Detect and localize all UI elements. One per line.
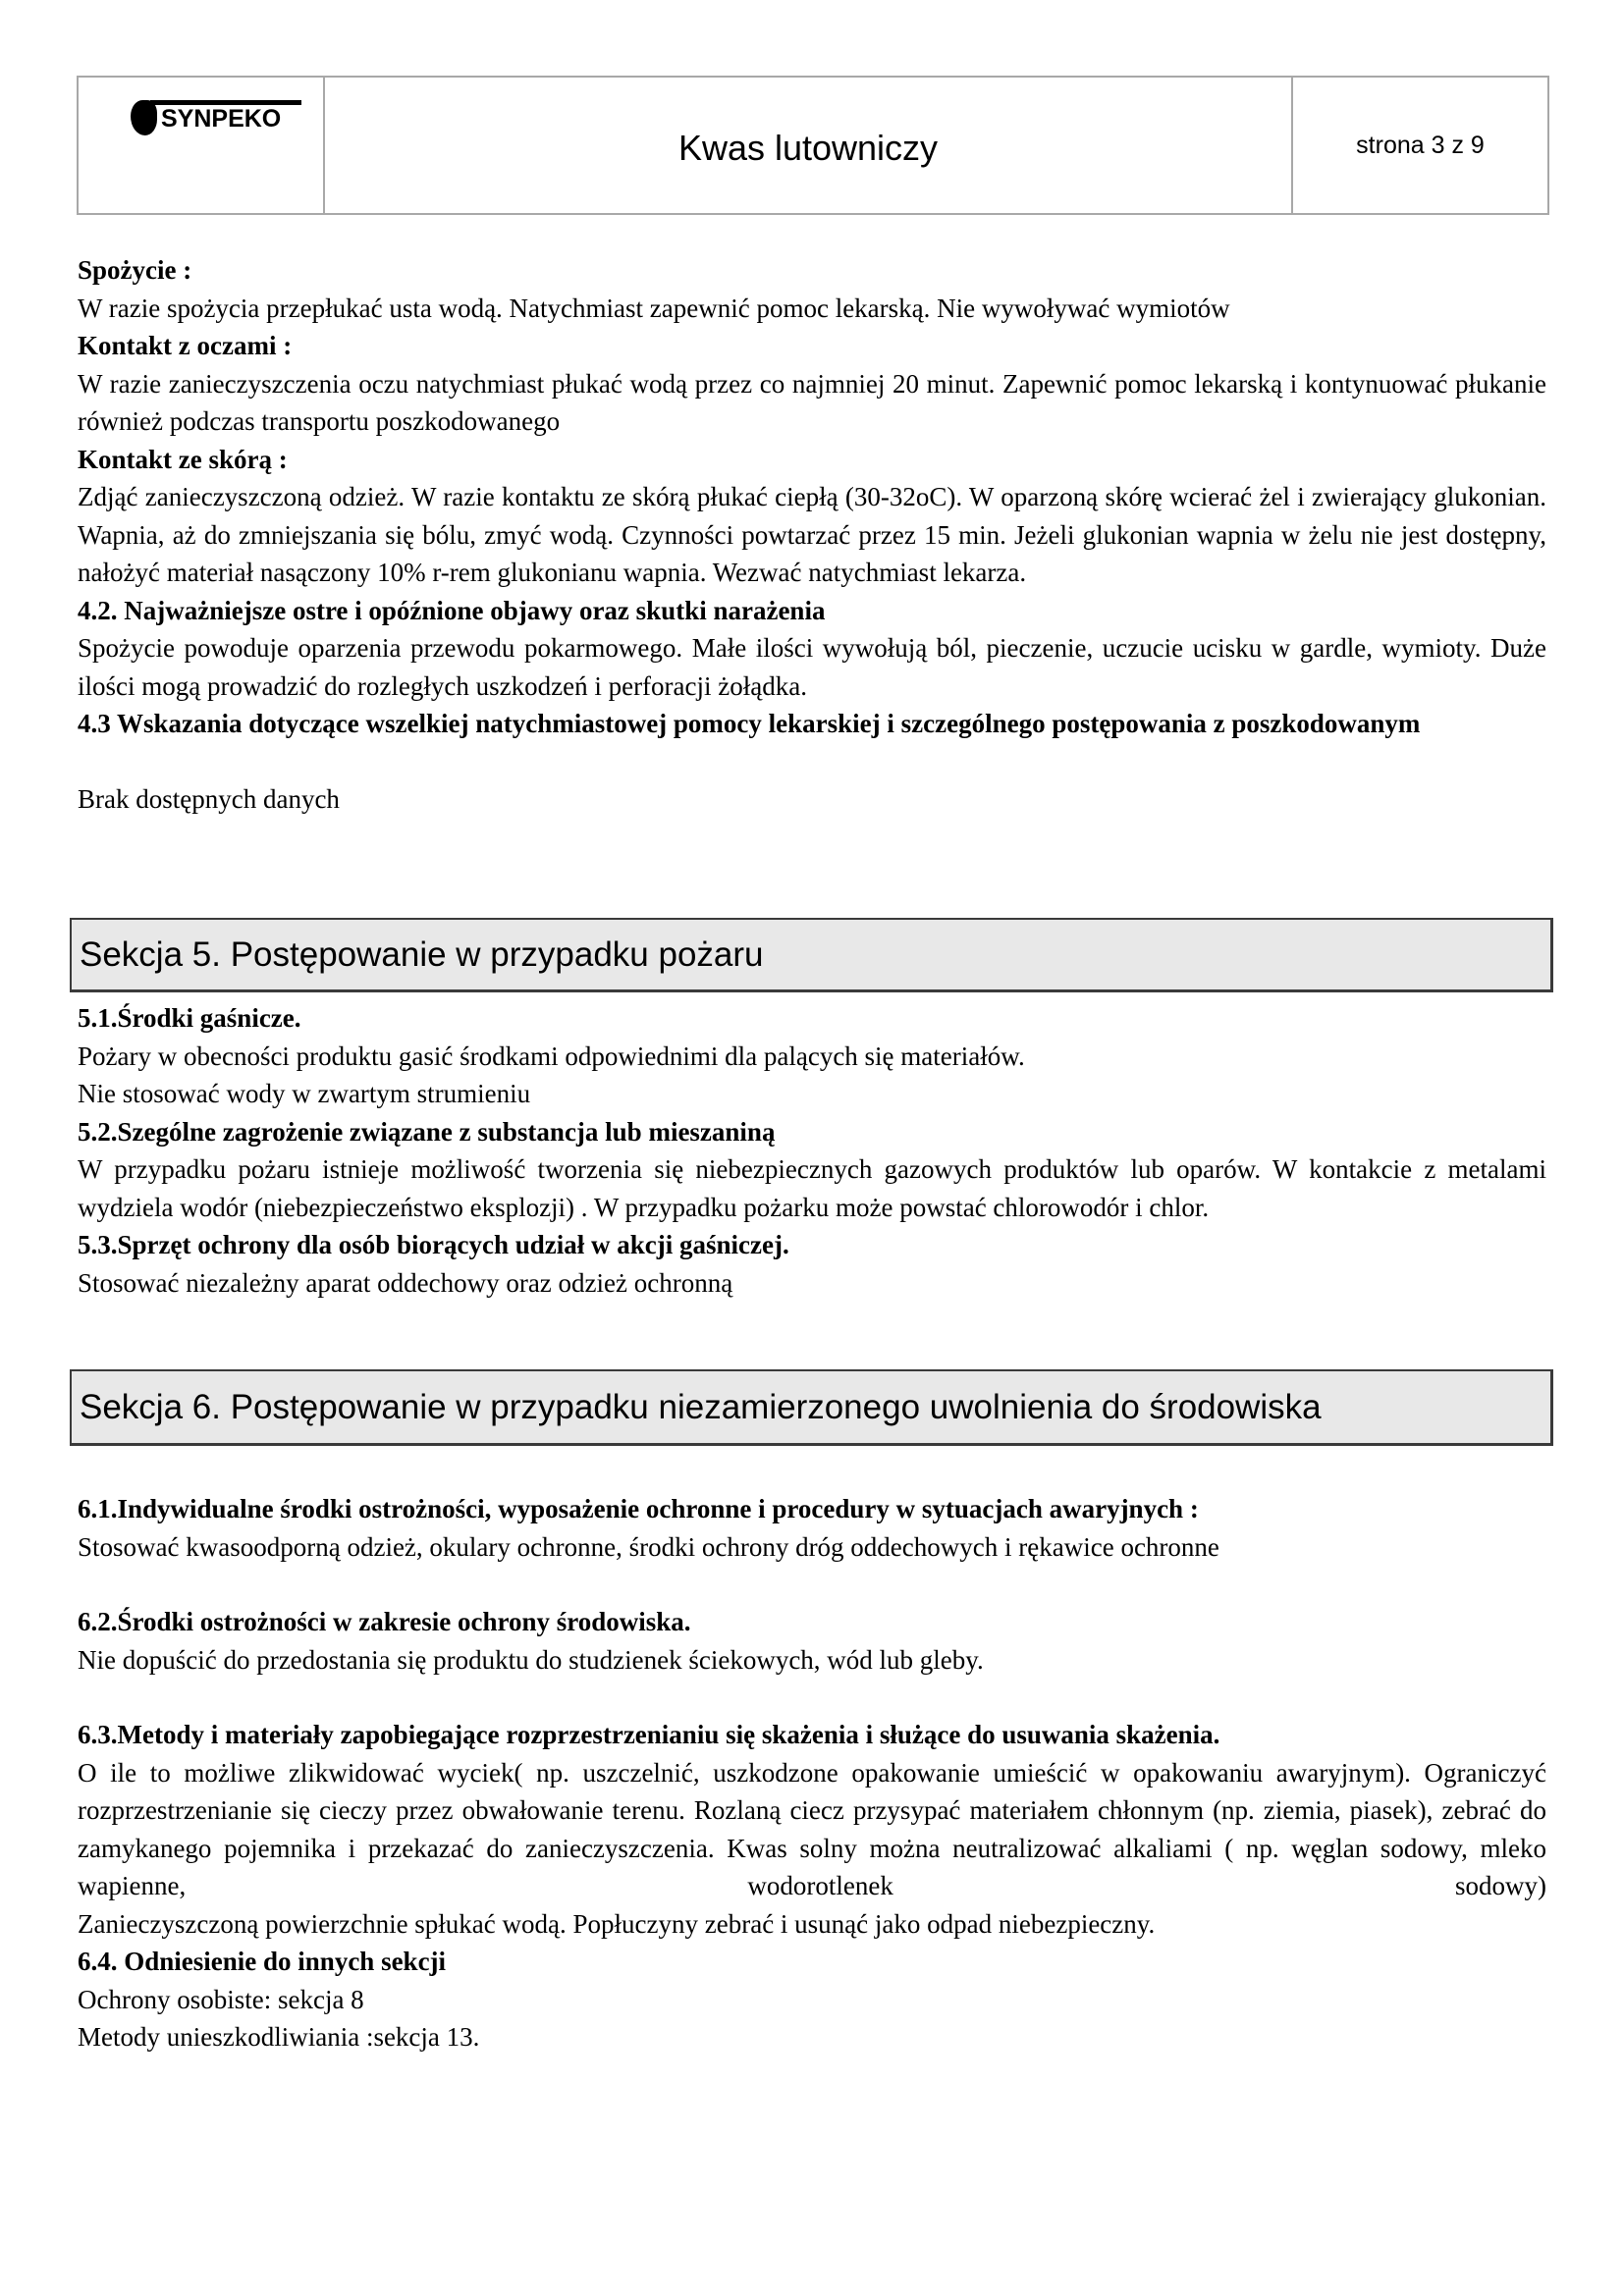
subsection-6-3-text: O ile to możliwe zlikwidować wyciek( np. uszczelnić, uszkodzone opakowanie umieścić w opakowaniu awaryjnym). Ograniczyć rozprzestrzenianie się cieczy przez obwałowanie terenu. Rozlaną ciecz przysypać materiałem chłonnym (np. ziemia, piasek), zebrać do zamykanego pojemnika i przekazać do zanieczyszczenia. Kwas solny można neutralizować alkaliami ( np. węglan sodowy, mleko wapienne, wodorotlenek sodowy) bbox=[78, 1757, 1546, 1900]
subsection-6-4-heading: 6.4. Odniesienie do innych sekcji bbox=[78, 1947, 447, 1976]
eye-contact-text: W razie zanieczyszczenia oczu natychmiast płukać wodą przez co najmniej 20 minut. Zapewnić pomoc lekarską i kontynuować płukanie również podczas transportu poszkodowanego bbox=[78, 368, 1546, 436]
subsection-6-3-text-2: Zanieczyszczoną powierzchnie spłukać wodą. Popłuczyny zebrać i usunąć jako odpad niebezpieczny. bbox=[78, 1908, 1156, 1939]
header-title-cell bbox=[325, 78, 1293, 213]
eye-contact-heading: Kontakt z oczami : bbox=[78, 331, 293, 360]
subsection-4-2-heading: 4.2. Najważniejsze ostre i opóźnione objawy oraz skutki narażenia bbox=[78, 595, 826, 625]
subsection-5-3-heading: 5.3.Sprzęt ochrony dla osób biorących udział w akcji gaśniczej. bbox=[78, 1230, 789, 1259]
subsection-5-3-text: Stosować niezależny aparat oddechowy oraz odzież ochronną bbox=[78, 1267, 733, 1298]
logo-text: SYNPEKO bbox=[161, 105, 282, 133]
logo-ball-icon bbox=[131, 100, 157, 135]
section-6-title: Sekcja 6. Postępowanie w przypadku niezamierzonego uwolnienia do środowiska bbox=[80, 1387, 1322, 1426]
section-5-header bbox=[70, 918, 1553, 992]
section-6-content bbox=[78, 1490, 1546, 2056]
subsection-6-4-line-1: Ochrony osobiste: sekcja 8 bbox=[78, 1984, 364, 2014]
page-indicator: strona 3 z 9 bbox=[1356, 131, 1485, 159]
ingestion-heading: Spożycie : bbox=[78, 255, 192, 285]
subsection-6-1-text: Stosować kwasoodporną odzież, okulary ochronne, środki ochrony dróg oddechowych i rękawice ochronne bbox=[78, 1531, 1219, 1562]
section-5-title: Sekcja 5. Postępowanie w przypadku pożaru bbox=[80, 934, 764, 974]
header-logo-cell bbox=[79, 78, 325, 213]
ingestion-text: W razie spożycia przepłukać usta wodą. Natychmiast zapewnić pomoc lekarską. Nie wywoływać wymiotów bbox=[78, 293, 1230, 323]
subsection-5-1-line-1: Pożary w obecności produktu gasić środkami odpowiednimi dla palących się materiałów. bbox=[78, 1041, 1025, 1071]
document-header bbox=[77, 76, 1549, 215]
subsection-6-2-text: Nie dopuścić do przedostania się produktu do studzienek ściekowych, wód lub gleby. bbox=[78, 1644, 984, 1675]
document-title: Kwas lutowniczy bbox=[677, 128, 939, 168]
subsection-4-3-heading: 4.3 Wskazania dotyczące wszelkiej natychmiastowej pomocy lekarskiej i szczególnego postępowania z poszkodowanym bbox=[78, 709, 1421, 738]
section-4-content bbox=[78, 251, 1546, 818]
subsection-6-3-heading: 6.3.Metody i materiały zapobiegające rozprzestrzenianiu się skażenia i służące do usuwania skażenia. bbox=[78, 1720, 1220, 1749]
subsection-6-4-line-2: Metody unieszkodliwiania :sekcja 13. bbox=[78, 2022, 480, 2052]
subsection-6-2-heading: 6.2.Środki ostrożności w zakresie ochrony środowiska. bbox=[78, 1607, 691, 1636]
subsection-4-2-text: Spożycie powoduje oparzenia przewodu pokarmowego. Małe ilości wywołują ból, pieczenie, uczucie ucisku w gardle, wymioty. Duże ilości mogą prowadzić do rozległych uszkodzeń i perforacji żołądka. bbox=[78, 633, 1546, 701]
subsection-5-1-heading: 5.1.Środki gaśnicze. bbox=[78, 1003, 301, 1033]
header-page-cell bbox=[1293, 78, 1547, 213]
subsection-6-1-heading: 6.1.Indywidualne środki ostrożności, wyposażenie ochronne i procedury w sytuacjach awaryjnych : bbox=[78, 1494, 1199, 1523]
subsection-4-3-text: Brak dostępnych danych bbox=[78, 783, 340, 814]
skin-contact-heading: Kontakt ze skórą : bbox=[78, 444, 288, 474]
subsection-5-1-line-2: Nie stosować wody w zwartym strumieniu bbox=[78, 1079, 531, 1108]
company-logo bbox=[131, 97, 307, 136]
section-6-header bbox=[70, 1369, 1553, 1446]
section-5-content bbox=[78, 999, 1546, 1302]
subsection-5-2-heading: 5.2.Szególne zagrożenie związane z substancja lub mieszaniną bbox=[78, 1116, 776, 1147]
skin-contact-text: Zdjąć zanieczyszczoną odzież. W razie kontaktu ze skórą płukać ciepłą (30-32oC). W oparzoną skórę wcierać żel i zwierający glukonian. Wapnia, aż do zmniejszania się bólu, zmyć wodą. Czynności powtarzać przez 15 min. Jeżeli glukonian wapnia w żelu nie jest dostępny, nałożyć materiał nasączony 10% r-rem glukonianu wapnia. Wezwać natychmiast lekarza. bbox=[78, 482, 1546, 587]
subsection-5-2-text: W przypadku pożaru istnieje możliwość tworzenia się niebezpiecznych gazowych produktów lub oparów. W kontakcie z metalami wydziela wodór (niebezpieczeństwo eksplozji) . W przypadku pożarku może powstać chlorowodór i chlor. bbox=[78, 1154, 1546, 1222]
